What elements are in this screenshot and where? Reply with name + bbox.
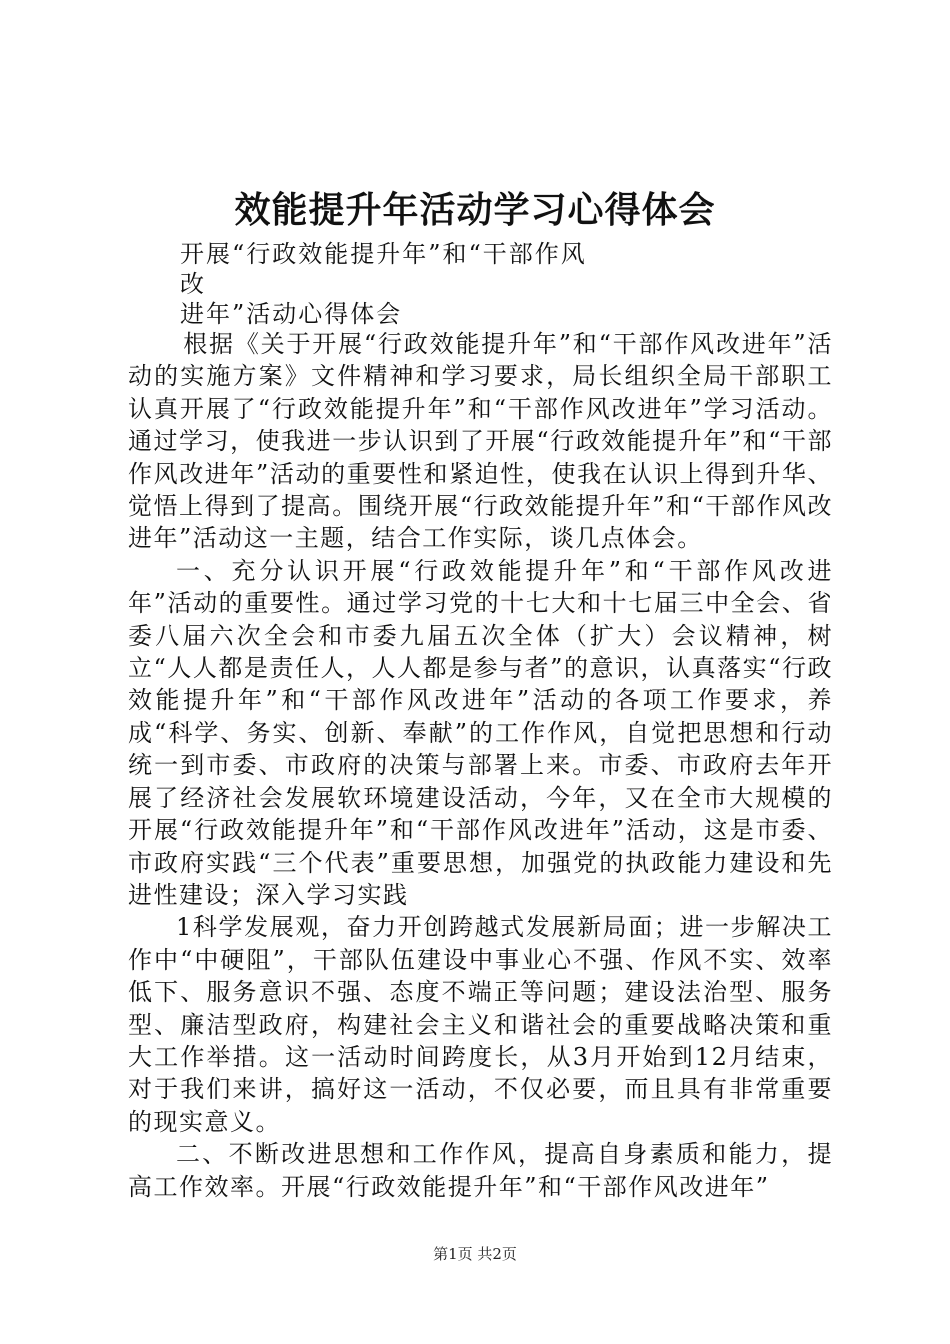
paragraph-4: 二、不断改进思想和工作作风，提高自身素质和能力，提高工作效率。开展“行政效能提升年”和“干部作风改进年” [128,1140,833,1201]
paragraph-2: 一、充分认识开展“行政效能提升年”和“干部作风改进年”活动的重要性。通过学习党的十七大和十七届三中全会、省委八届六次全会和市委九届五次全体（扩大）会议精神，树立“人人都是责任人，人人都是参与者”的意识，认真落实“行政效能提升年”和“干部作风改进年”活动的各项工作要求，养成“科学、务实、创新、奉献”的工作作风，自觉把思想和行动统一到市委、市政府的决策与部署上来。市委、市政府去年开展了经济社会发展软环境建设活动，今年，又在全市大规模的开展“行政效能提升年”和“干部作风改进年”活动，这是市委、市政府实践“三个代表”重要思想，加强党的执政能力建设和先进性建设；深入学习实践 [128,556,833,909]
paragraph-3: 1科学发展观，奋力开创跨越式发展新局面；进一步解决工作中“中硬阻”，干部队伍建设中事业心不强、作风不实、效率低下、服务意识不强、态度不端正等问题；建设法治型、服务型、廉洁型政府，构建社会主义和谐社会的重要战略决策和重大工作举措。这一活动时间跨度长，从3月开始到12月结束，对于我们来讲，搞好这一活动，不仅必要，而且具有非常重要的现实意义。 [128,913,833,1136]
subtitle-line-3: 进年”活动心得体会 [180,300,403,328]
paragraph-1: 根据《关于开展“行政效能提升年”和“干部作风改进年”活动的实施方案》文件精神和学习要求，局长组织全局干部职工认真开展了“行政效能提升年”和“干部作风改进年”学习活动。通过学习，使我进一步认识到了开展“行政效能提升年”和“干部作风改进年”活动的重要性和紧迫性，使我在认识上得到升华、觉悟上得到了提高。围绕开展“行政效能提升年”和“干部作风改进年”活动这一主题，结合工作实际，谈几点体会。 [128,330,833,553]
document-title: 效能提升年活动学习心得体会 [234,189,716,231]
subtitle-line-2: 改 [180,270,206,298]
subtitle-line-1: 开展“行政效能提升年”和“干部作风 [180,240,587,268]
document-body [128,328,833,1203]
page-footer: 第1页 共2页 [433,1245,517,1263]
